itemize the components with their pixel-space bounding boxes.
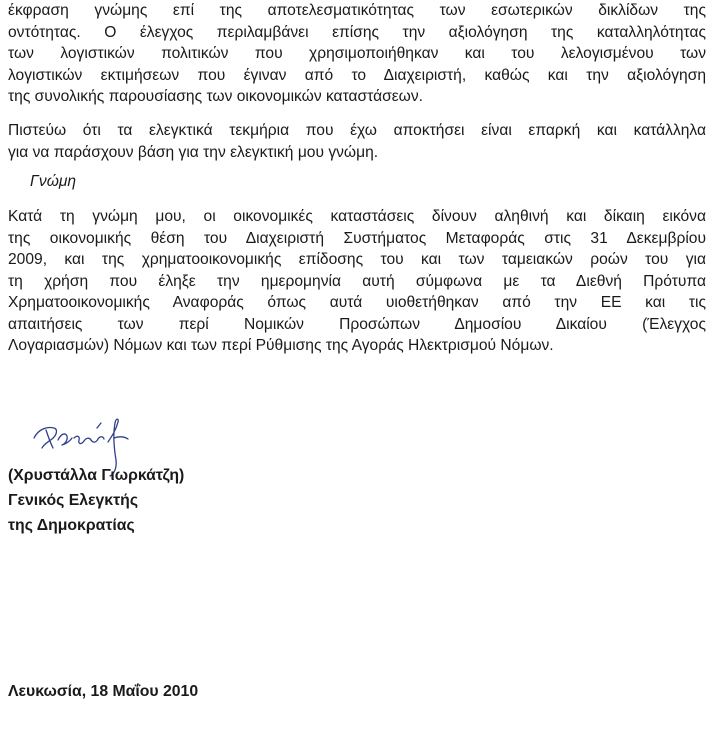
text-line: Λογαριασμών) Νόμων και των περί Ρύθμισης της Αγοράς Ηλεκτρισμού Νόμων.: [8, 337, 554, 354]
paragraph-opinion: [8, 206, 706, 357]
text-line: της συνολικής παρουσίασης των οικονομικών καταστάσεων.: [8, 88, 423, 105]
opinion-heading: Γνώμη: [30, 173, 77, 190]
text-line: Κατά τη γνώμη μου, οι οικονομικές καταστάσεις δίνουν αληθινή και δίκαιη εικόνα: [8, 208, 706, 225]
place-and-date: Λευκωσία, 18 Μαΐου 2010: [8, 683, 199, 700]
signatory-name: (Χρυστάλλα Γιωρκάτζη): [8, 467, 185, 484]
text-line: για να παράσχουν βάση για την ελεγκτική μου γνώμη.: [8, 143, 379, 161]
text-line: λογιστικών εκτιμήσεων που έγιναν από το Διαχειριστή, καθώς και την αξιολόγηση: [8, 66, 706, 84]
text-line: τη χρήση που έληξε την ημερομηνία αυτή σύμφωνα με τα Διεθνή Πρότυπα: [8, 272, 706, 290]
text-line: οντότητας. Ο έλεγχος περιλαμβάνει επίσης την αξιολόγηση της καταλληλότητας: [8, 23, 706, 41]
signatory-title: Γενικός Ελεγκτής: [8, 492, 139, 509]
text-line: Πιστεύω ότι τα ελεγκτικά τεκμήρια που έχω αποκτήσει είναι επαρκή και κατάλληλα: [8, 122, 706, 139]
paragraph-audit-evidence: [8, 120, 706, 163]
text-line: έκφραση γνώμης επί της αποτελεσματικότητας των εσωτερικών δικλίδων της: [8, 2, 706, 19]
signatory-block: [8, 463, 184, 538]
text-line: απαιτήσεις των περί Νομικών Προσώπων Δημοσίου Δικαίου (Έλεγχος: [8, 315, 706, 333]
text-line: των λογιστικών πολιτικών που χρησιμοποιήθηκαν και του λελογισμένου των: [8, 45, 706, 62]
paragraph-audit-scope: [8, 0, 706, 108]
text-line: 2009, και της χρηματοοικονομικής επίδοσης του και των ταμειακών ροών του για: [8, 251, 706, 268]
text-line: Χρηματοοικονομικής Αναφοράς όπως αυτά υιοθετήθηκαν από την ΕΕ και τις: [8, 294, 706, 311]
text-line: της οικονομικής θέση του Διαχειριστή Συστήματος Μεταφοράς στις 31 Δεκεμβρίου: [8, 229, 706, 247]
signatory-office: της Δημοκρατίας: [8, 517, 135, 534]
